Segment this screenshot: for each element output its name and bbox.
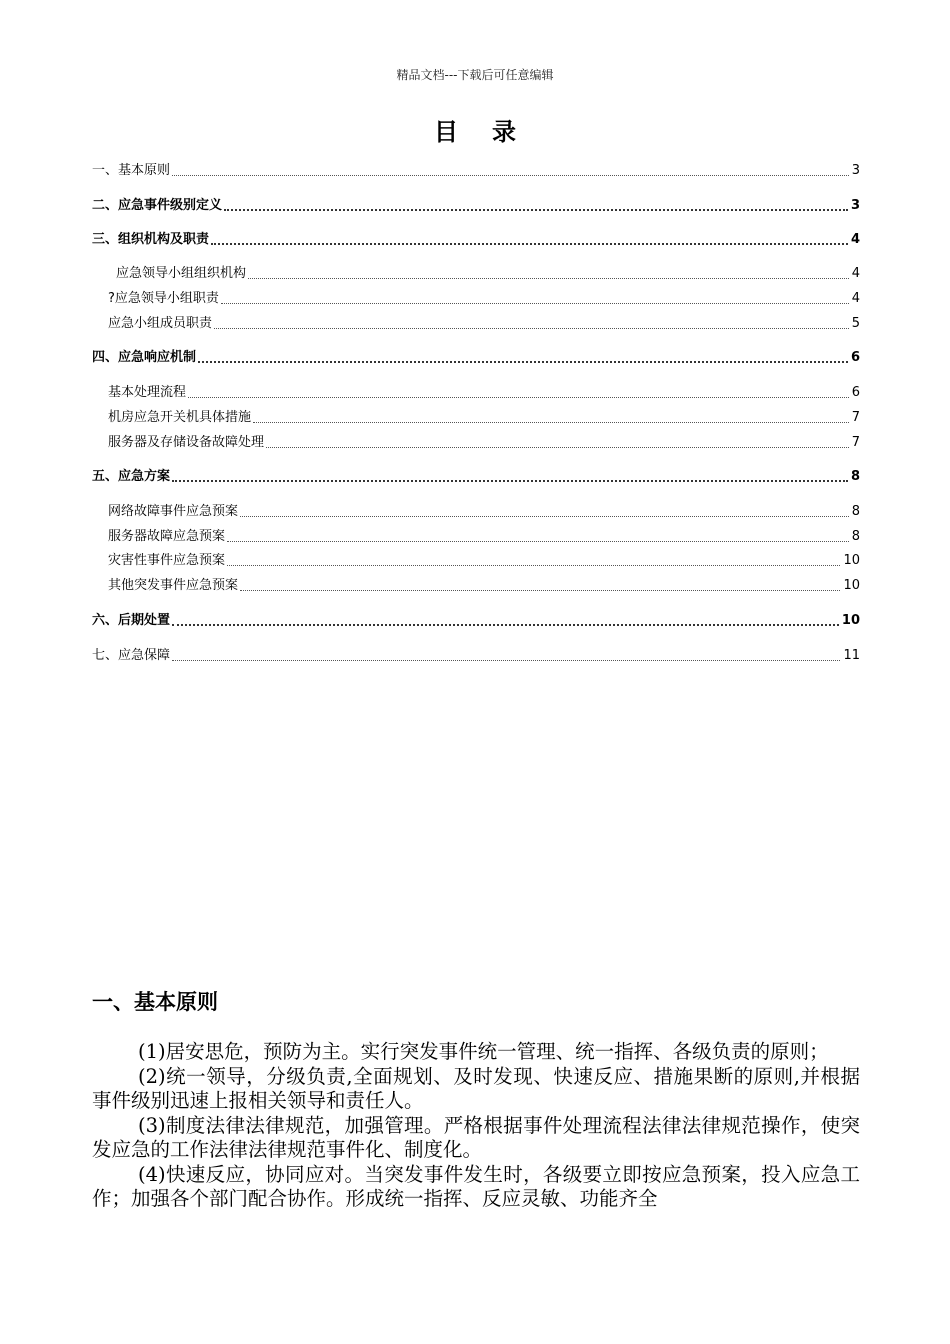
toc-entry-label: ?应急领导小组职责 xyxy=(108,291,219,306)
toc-dot-leader xyxy=(224,208,848,211)
toc-entry-label: 六、后期处置 xyxy=(92,613,171,628)
toc-entry-page: 8 xyxy=(851,529,860,544)
toc-dot-leader xyxy=(172,479,848,482)
toc-entry-label: 应急领导小组组织机构 xyxy=(116,266,247,281)
toc-entry[interactable] xyxy=(92,315,860,333)
paragraph: (1)居安思危，预防为主。实行突发事件统一管理、统一指挥、各级负责的原则； xyxy=(138,1040,829,1063)
toc-entry-label: 五、应急方案 xyxy=(92,469,171,484)
toc-dot-leader xyxy=(240,515,849,517)
paragraph: (3)制度法律法律规范，加强管理。严格根据事件处理流程法律法律规范操作，使突发应急的工作法律法律规范事件化、制度化。 xyxy=(92,1113,860,1161)
toc-entry[interactable] xyxy=(92,434,860,452)
toc-entry[interactable] xyxy=(92,349,860,367)
toc-entry-label: 四、应急响应机制 xyxy=(92,350,197,365)
body-text xyxy=(92,1040,860,1212)
toc-entry-label: 服务器及存储设备故障处理 xyxy=(108,435,265,450)
toc-dot-leader xyxy=(266,446,849,448)
toc-entry-label: 七、应急保障 xyxy=(92,648,171,663)
toc-dot-leader xyxy=(172,659,840,661)
section-heading: 一、基本原则 xyxy=(92,990,218,1014)
toc-dot-leader xyxy=(221,302,849,304)
toc-dot-leader xyxy=(240,589,840,591)
toc-entry-page: 4 xyxy=(850,232,860,247)
toc-entry-page: 10 xyxy=(841,613,860,628)
toc-entry-label: 灾害性事件应急预案 xyxy=(108,553,226,568)
toc-dot-leader xyxy=(227,540,849,542)
toc-entry-label: 其他突发事件应急预案 xyxy=(108,578,239,593)
toc-entry-label: 应急小组成员职责 xyxy=(108,316,213,331)
toc-dot-leader xyxy=(214,327,849,329)
toc-entry[interactable] xyxy=(92,162,860,180)
toc-entry-label: 三、组织机构及职责 xyxy=(92,232,210,247)
toc-entry-page: 8 xyxy=(851,504,860,519)
toc-entry-page: 4 xyxy=(851,266,860,281)
toc-entry-page: 10 xyxy=(843,553,860,568)
toc-dot-leader xyxy=(172,174,849,176)
toc-dot-leader xyxy=(248,277,849,279)
toc-entry-page: 10 xyxy=(843,578,860,593)
toc-entry[interactable] xyxy=(92,577,860,595)
toc-dot-leader xyxy=(253,421,849,423)
toc-entry-page: 5 xyxy=(851,316,860,331)
toc-entry[interactable] xyxy=(92,503,860,521)
toc-entry[interactable] xyxy=(92,647,860,665)
toc-entry[interactable] xyxy=(92,197,860,215)
toc-entry-label: 二、应急事件级别定义 xyxy=(92,198,223,213)
toc-entry-page: 3 xyxy=(851,163,860,178)
toc-entry-label: 服务器故障应急预案 xyxy=(108,529,226,544)
toc-entry-label: 一、基本原则 xyxy=(92,163,171,178)
paragraph: (4)快速反应，协同应对。当突发事件发生时，各级要立即按应急预案，投入应急工作；加强各个部门配合协作。形成统一指挥、反应灵敏、功能齐全 xyxy=(92,1162,860,1210)
toc-dot-leader xyxy=(227,564,840,566)
toc-entry[interactable] xyxy=(92,409,860,427)
toc-entry[interactable] xyxy=(92,231,860,249)
toc-entry[interactable] xyxy=(92,528,860,546)
toc-entry[interactable] xyxy=(92,290,860,308)
toc-entry-page: 8 xyxy=(850,469,860,484)
toc-dot-leader xyxy=(172,623,839,626)
toc-entry[interactable] xyxy=(92,384,860,402)
toc-entry-label: 网络故障事件应急预案 xyxy=(108,504,239,519)
toc-entry-page: 11 xyxy=(843,648,860,663)
paragraph: (2)统一领导，分级负责,全面规划、及时发现、快速反应、措施果断的原则,并根据事件级别迅速上报相关领导和责任人。 xyxy=(92,1064,860,1112)
toc-entry-page: 7 xyxy=(851,435,860,450)
toc-entry-label: 机房应急开关机具体措施 xyxy=(108,410,252,425)
toc-entry[interactable] xyxy=(92,265,860,283)
toc-entry[interactable] xyxy=(92,468,860,486)
toc-entry[interactable] xyxy=(92,612,860,630)
toc-dot-leader xyxy=(211,242,848,245)
toc-entry-page: 7 xyxy=(851,410,860,425)
toc-dot-leader xyxy=(188,396,849,398)
toc-dot-leader xyxy=(198,360,848,363)
toc-entry-page: 3 xyxy=(850,198,860,213)
toc-entry[interactable] xyxy=(92,552,860,570)
toc-entry-page: 4 xyxy=(851,291,860,306)
toc-entry-page: 6 xyxy=(851,385,860,400)
toc-entry-page: 6 xyxy=(850,350,860,365)
toc-entry-label: 基本处理流程 xyxy=(108,385,187,400)
toc-title: 目录 xyxy=(434,118,550,146)
header-note: 精品文档---下载后可任意编辑 xyxy=(396,68,554,82)
